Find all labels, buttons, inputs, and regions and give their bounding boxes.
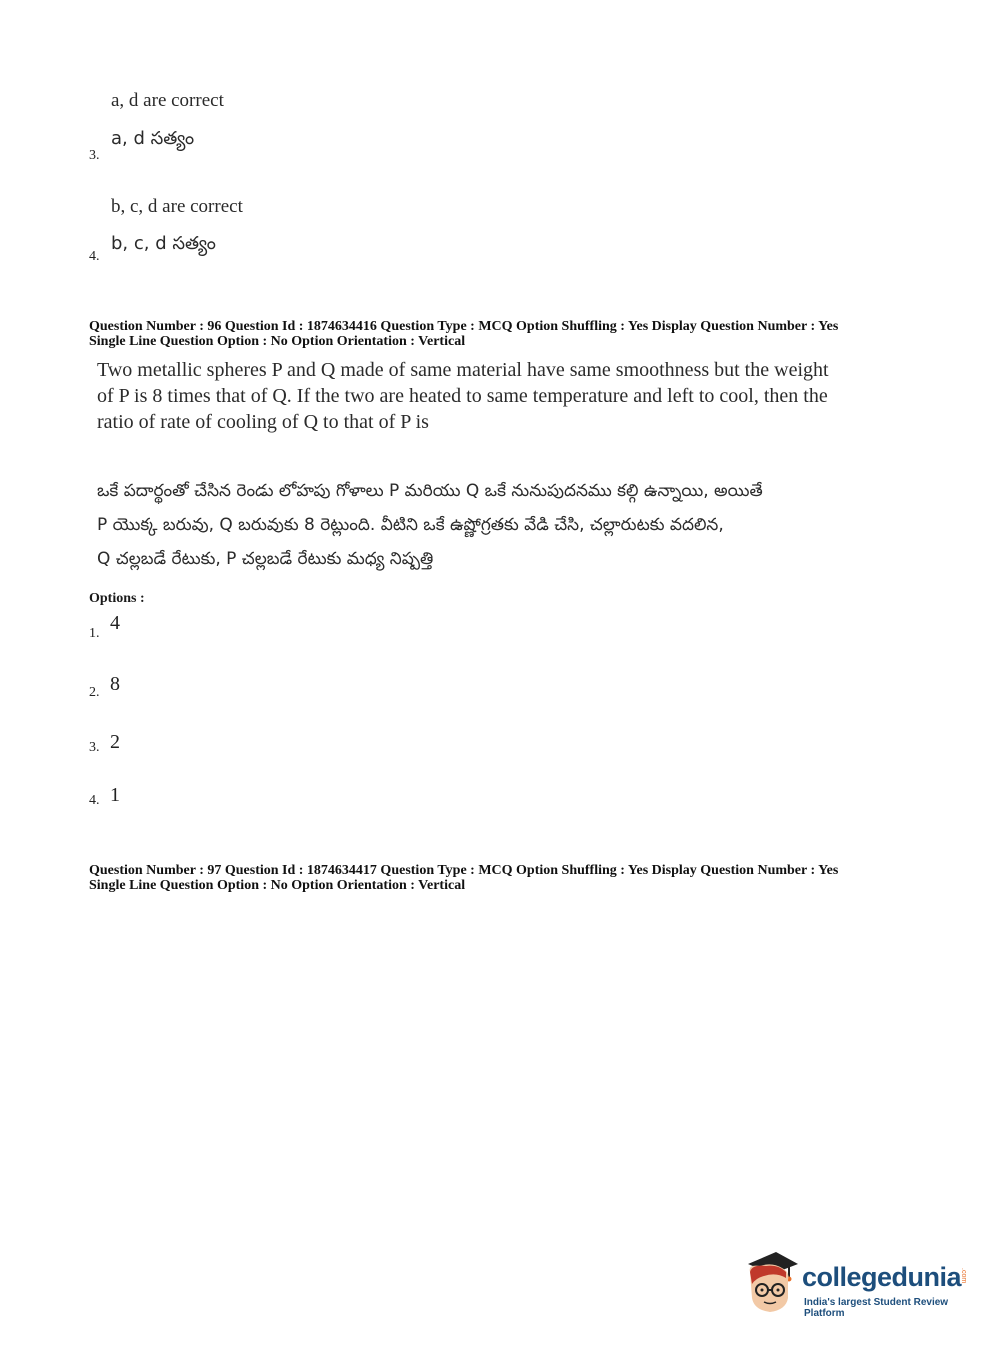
q96-option-2-number: 2. [89,685,100,700]
logo-wordmark: collegedunia [802,1262,962,1292]
q96-meta-line-1: Question Number : 96 Question Id : 1874634416 Question Type : MCQ Option Shuffling : Yes Display Question Number : Yes [89,319,839,334]
q96-english-line: ratio of rate of cooling of Q to that of P is [97,411,429,433]
q96-option-4-number: 4. [89,793,100,808]
prev-option-3-english: a, d are correct [111,90,224,111]
q96-question-telugu [97,474,887,576]
q96-telugu-line: ఒకే పదార్థంతో చేసిన రెండు లోహపు గోళాలు P మరియు Q ఒకే నునుపుదనము కల్గి ఉన్నాయి, అయితే [97,481,763,501]
q96-options-label: Options : [89,591,145,606]
q96-option-1-number: 1. [89,626,100,641]
q96-option-4-value: 1 [110,784,120,806]
prev-option-4-english: b, c, d are correct [111,196,243,217]
logo-tagline: India's largest Student Review Platform [804,1297,949,1319]
prev-option-3-number: 3. [89,148,100,163]
prev-option-3-telugu: a, d సత్యం [111,128,195,149]
q96-english-line: Two metallic spheres P and Q made of same material have same smoothness but the weight [97,359,829,381]
mascot-icon [742,1250,800,1314]
q96-meta-line-2: Single Line Question Option : No Option Orientation : Vertical [89,334,466,349]
q96-english-line: of P is 8 times that of Q. If the two are heated to same temperature and left to cool, then the [97,385,828,407]
prev-option-4-number: 4. [89,249,100,264]
collegedunia-logo [742,1250,972,1318]
q97-meta-line-2: Single Line Question Option : No Option Orientation : Vertical [89,878,466,893]
q96-question-english [97,357,867,435]
q97-meta-line-1: Question Number : 97 Question Id : 1874634417 Question Type : MCQ Option Shuffling : Yes Display Question Number : Yes [89,863,839,878]
q96-option-3-number: 3. [89,740,100,755]
q96-telugu-line: Q చల్లబడే రేటుకు, P చల్లబడే రేటుకు మధ్య నిష్పత్తి [97,549,434,569]
q96-option-3-value: 2 [110,731,120,753]
q96-telugu-line: P యొక్క బరువు, Q బరువుకు 8 రెట్లుంది. వీటిని ఒకే ఉష్ణోగ్రతకు వేడి చేసి, చల్లారుటకు వదలిన, [97,515,724,535]
q96-option-2-value: 8 [110,673,120,695]
logo-com-suffix: .com [960,1268,967,1284]
q96-option-1-value: 4 [110,612,120,634]
prev-option-4-telugu: b, c, d సత్యం [111,233,216,254]
